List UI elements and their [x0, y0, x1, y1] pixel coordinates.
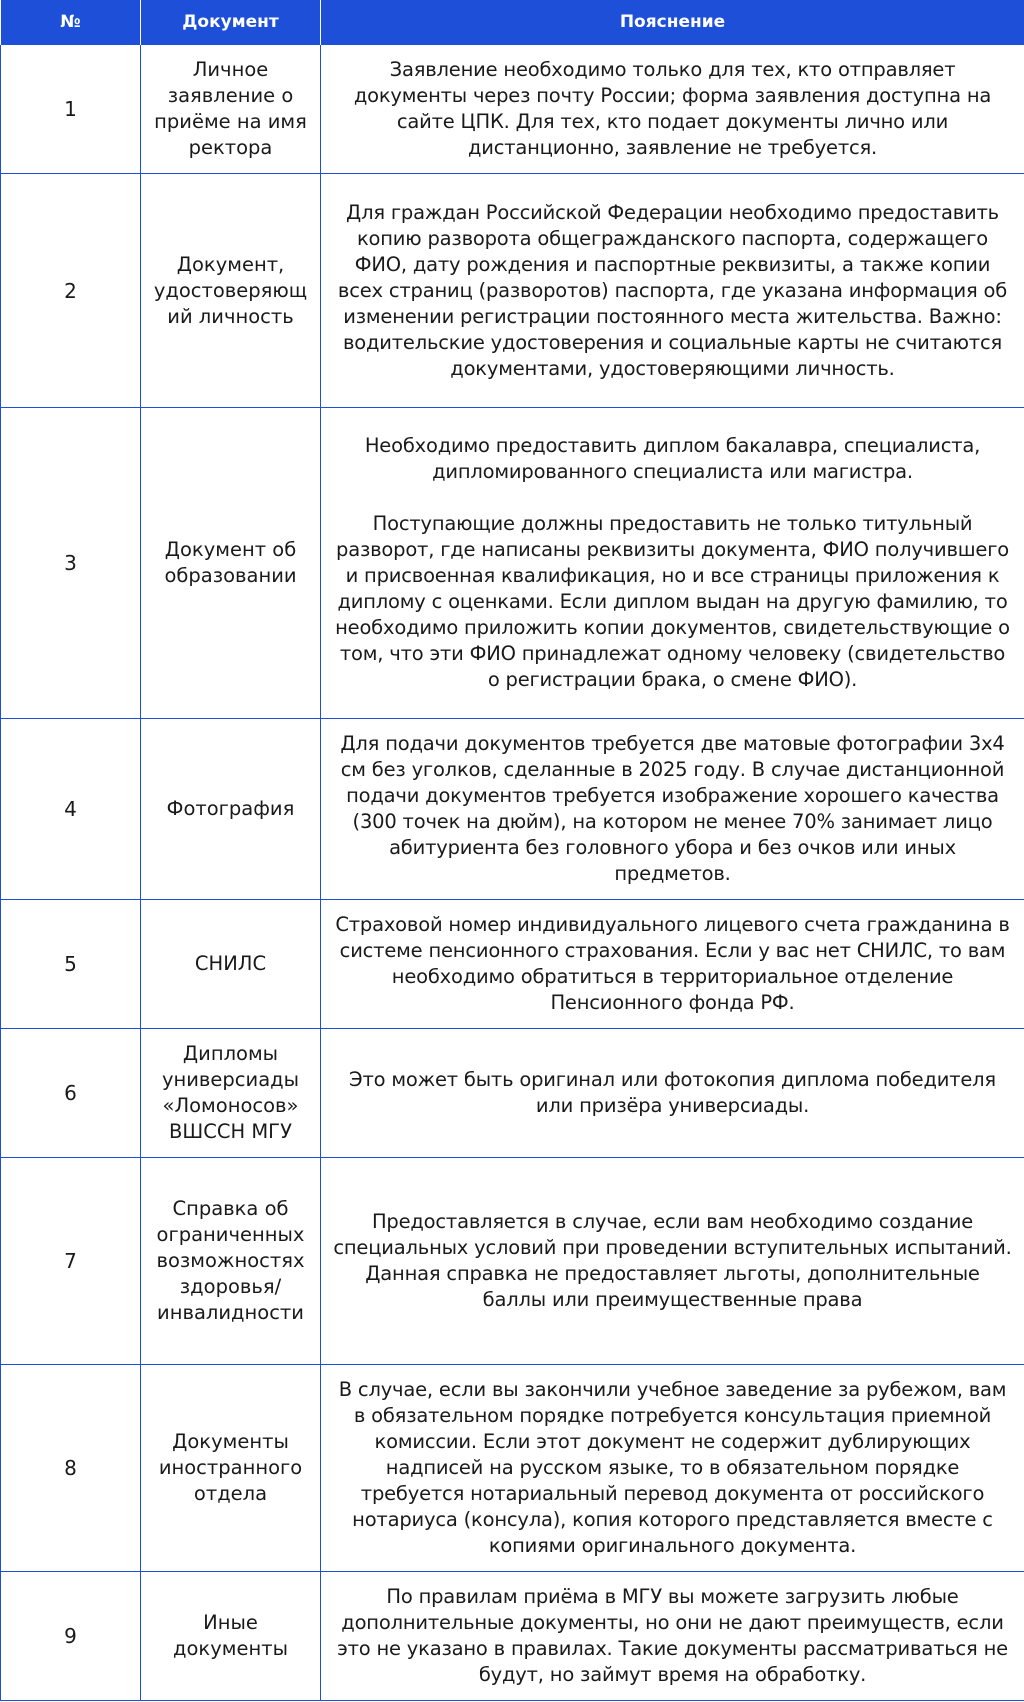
explanation-paragraph: По правилам приёма в МГУ вы можете загрузить любые дополнительные документы, но они не дают преимуществ, если это не указано в правилах. Такие документы рассматриваться не будут, но займут время на обработку.: [337, 1585, 1008, 1686]
table-row: [1, 45, 1024, 174]
document-explanation: [321, 1572, 1024, 1701]
explanation-paragraph: Страховой номер индивидуального лицевого счета гражданина в системе пенсионного страхования. Если у вас нет СНИЛС, то вам необходимо обратиться в территориальное отделение Пенсионного фонда РФ.: [335, 913, 1010, 1014]
document-name: Справка об ограниченных возможностях здоровья/ инвалидности: [141, 1158, 321, 1365]
row-number: 3: [1, 408, 141, 719]
table-row: [1, 719, 1024, 900]
header-row: [1, 0, 1024, 45]
document-explanation: [321, 1158, 1024, 1365]
document-name: СНИЛС: [141, 900, 321, 1029]
explanation-paragraph: Поступающие должны предоставить не только титульный разворот, где написаны реквизиты документа, ФИО получившего и присвоенная квалификация, но и все страницы приложения к диплому с оценками. Если диплом выдан на другую фамилию, то необходимо приложить копии документов, свидетельствующие о том, что эти ФИО принадлежат одному человеку (свидетельство о регистрации брака, о смене ФИО).: [335, 512, 1010, 691]
table-row: [1, 1365, 1024, 1572]
row-number: 4: [1, 719, 141, 900]
row-number: 8: [1, 1365, 141, 1572]
document-name: Дипломы универсиады «Ломоносов» ВШССН МГУ: [141, 1029, 321, 1158]
explanation-paragraph: Заявление необходимо только для тех, кто отправляет документы через почту России; форма заявления доступна на сайте ЦПК. Для тех, кто подает документы лично или дистанционно, заявление не требуется.: [353, 58, 992, 159]
row-number: 7: [1, 1158, 141, 1365]
document-explanation: [321, 900, 1024, 1029]
explanation-paragraph: Предоставляется в случае, если вам необходимо создание специальных условий при проведении вступительных испытаний. Данная справка не предоставляет льготы, дополнительные баллы или преимущественные права: [333, 1210, 1012, 1311]
table-row: [1, 1029, 1024, 1158]
document-explanation: [321, 719, 1024, 900]
document-name: Иные документы: [141, 1572, 321, 1701]
document-explanation: [321, 408, 1024, 719]
table-body: [1, 45, 1024, 1701]
explanation-paragraph: В случае, если вы закончили учебное заведение за рубежом, вам в обязательном порядке потребуется консультация приемной комиссии. Если этот документ не содержит дублирующих надписей на русском языке, то в обязательном порядке требуется нотариальный перевод документа от российского нотариуса (консула), копия которого представляется вместе с копиями оригинального документа.: [338, 1378, 1007, 1557]
document-name: Документ, удостоверяющий личность: [141, 174, 321, 408]
document-explanation: [321, 1029, 1024, 1158]
table-row: [1, 1572, 1024, 1701]
document-name: Личное заявление о приёме на имя ректора: [141, 45, 321, 174]
row-number: 1: [1, 45, 141, 174]
table-row: [1, 900, 1024, 1029]
document-name: Документ об образовании: [141, 408, 321, 719]
document-name: Фотография: [141, 719, 321, 900]
paragraph-gap: [333, 485, 1012, 511]
document-explanation: [321, 1365, 1024, 1572]
document-explanation: [321, 45, 1024, 174]
explanation-paragraph: Для граждан Российской Федерации необходимо предоставить копию разворота общегражданского паспорта, содержащего ФИО, дату рождения и паспортные реквизиты, а также копии всех страниц (разворотов) паспорта, где указана информация об изменении регистрации постоянного места жительства. Важно: водительские удостоверения и социальные карты не считаются документами, удостоверяющими личность.: [337, 200, 1008, 380]
row-number: 6: [1, 1029, 141, 1158]
document-name: Документы иностранного отдела: [141, 1365, 321, 1572]
table-row: [1, 408, 1024, 719]
document-explanation: [321, 174, 1024, 408]
table-row: [1, 174, 1024, 408]
explanation-paragraph: Необходимо предоставить диплом бакалавра, специалиста, дипломированного специалиста или магистра.: [364, 434, 981, 483]
header-document: Документ: [141, 0, 321, 45]
header-number: №: [1, 0, 141, 45]
header-explanation: Пояснение: [321, 0, 1024, 45]
row-number: 2: [1, 174, 141, 408]
explanation-paragraph: Это может быть оригинал или фотокопия диплома победителя или призёра универсиады.: [349, 1068, 996, 1117]
explanation-paragraph: Для подачи документов требуется две матовые фотографии 3х4 см без уголков, сделанные в 2025 году. В случае дистанционной подачи документов требуется изображение хорошего качества (300 точек на дюйм), на котором не менее 70% занимает лицо абитуриента без головного убора и без очков или иных предметов.: [340, 732, 1005, 885]
row-number: 5: [1, 900, 141, 1029]
row-number: 9: [1, 1572, 141, 1701]
table-row: [1, 1158, 1024, 1365]
